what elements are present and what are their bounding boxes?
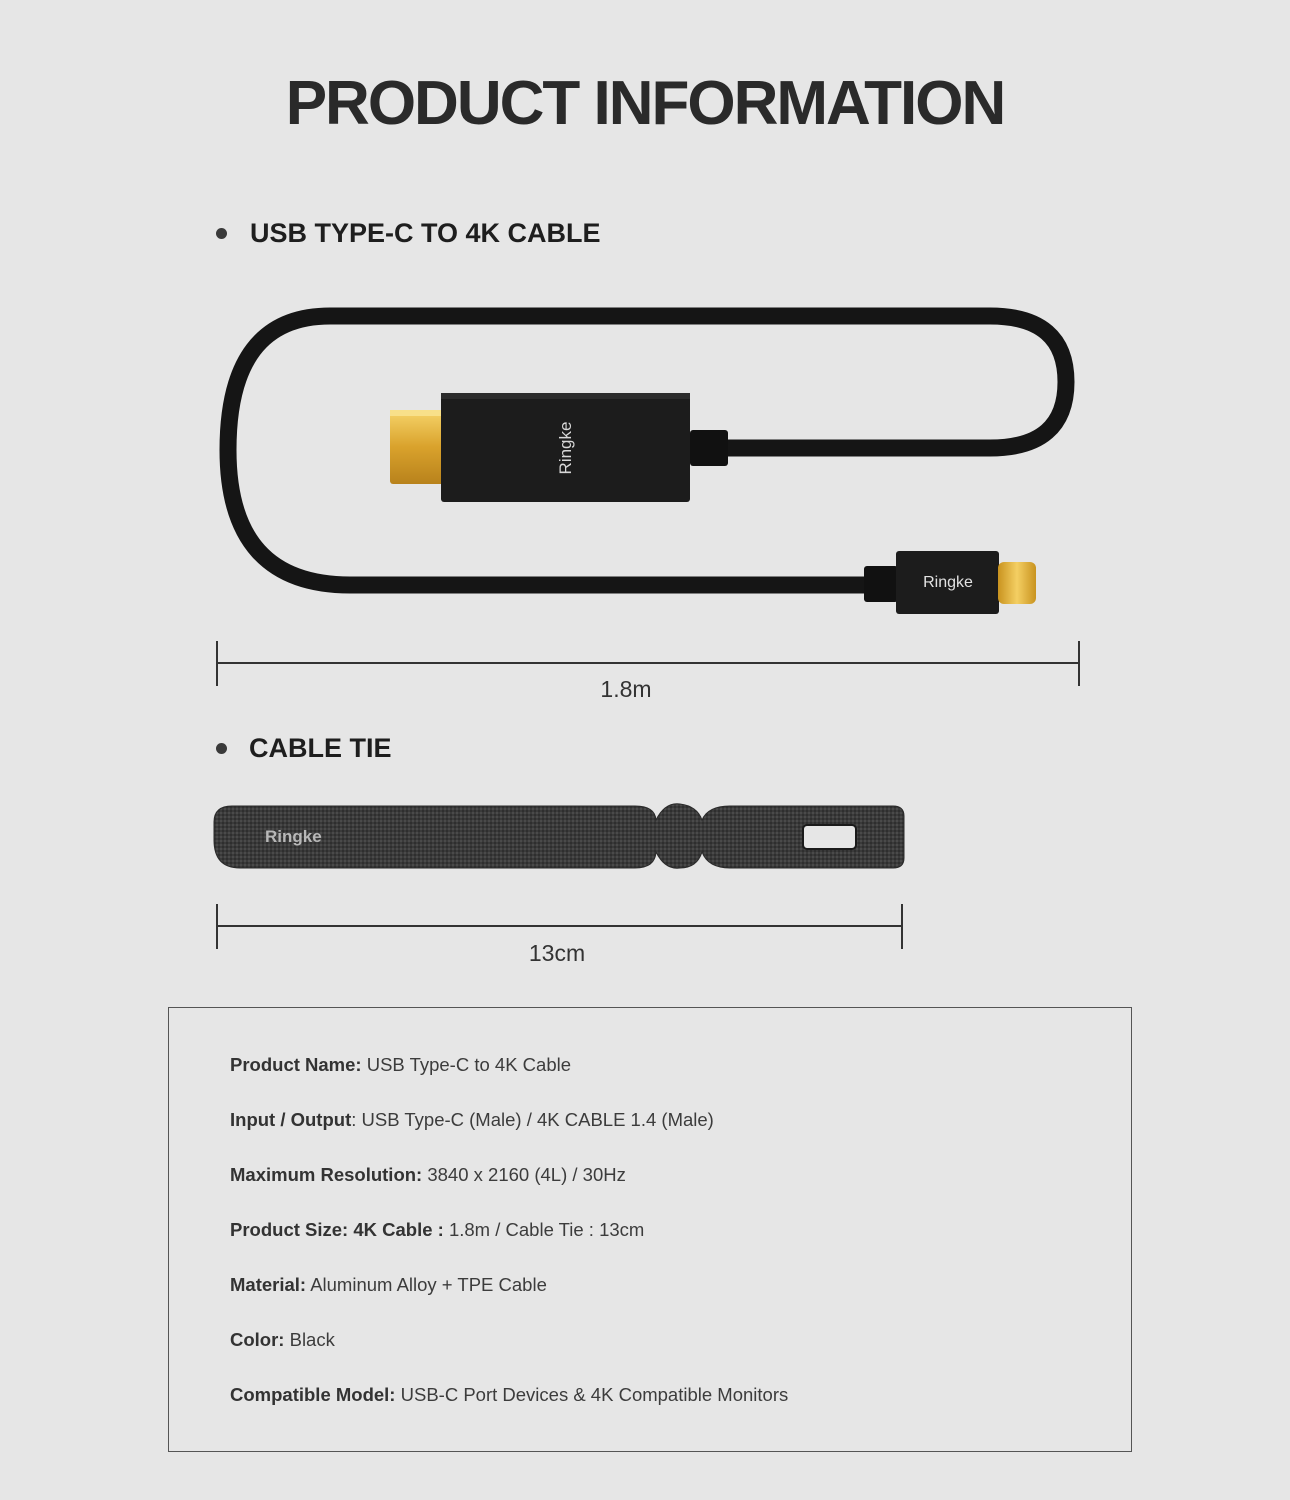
spec-list: [230, 1054, 788, 1439]
page-title: PRODUCT INFORMATION: [285, 69, 1005, 138]
spec-row-product-size: Product Size: 4K Cable : 1.8m / Cable Tie : 13cm: [230, 1219, 645, 1240]
spec-row-color: Color: Black: [230, 1329, 335, 1350]
spec-row-input-output: Input / Output: USB Type-C (Male) / 4K CABLE 1.4 (Male): [230, 1109, 714, 1130]
cable-tie-slot: [803, 825, 856, 849]
spec-row-material: Material: Aluminum Alloy + TPE Cable: [230, 1274, 547, 1295]
section-heading-tie-label: CABLE TIE: [249, 733, 392, 763]
cable-length-label: 1.8m: [600, 676, 652, 702]
spec-row-max-resolution: Maximum Resolution: 3840 x 2160 (4L) / 30Hz: [230, 1164, 626, 1185]
usbc-brand-text: Ringke: [923, 574, 973, 591]
cable-tie-brand-text: Ringke: [265, 827, 322, 846]
spec-row-product-name: Product Name: USB Type-C to 4K Cable: [230, 1054, 572, 1075]
spec-box: [168, 1007, 1132, 1452]
section-heading-cable-label: USB TYPE-C TO 4K CABLE: [250, 218, 601, 248]
tie-length-label: 13cm: [528, 940, 586, 966]
spec-row-compatible-model: Compatible Model: USB-C Port Devices & 4K Compatible Monitors: [230, 1384, 789, 1405]
hdmi-brand-text: Ringke: [556, 421, 575, 475]
